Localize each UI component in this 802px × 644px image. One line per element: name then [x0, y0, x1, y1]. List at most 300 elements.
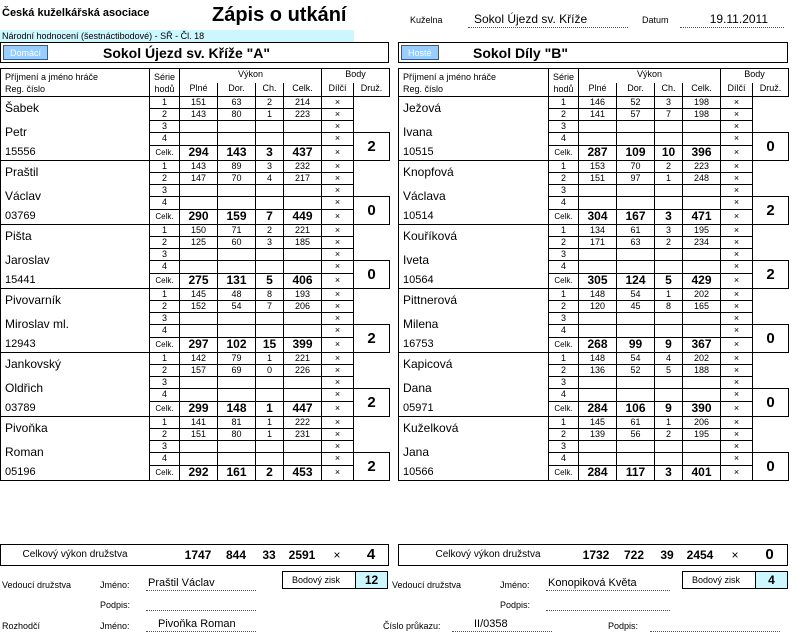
player-team-points: 2 — [354, 133, 390, 161]
series-misses: 1 — [256, 353, 284, 365]
series-full — [180, 133, 218, 146]
series-full: 152 — [180, 301, 218, 313]
player-reg-number: 10564 — [399, 273, 549, 288]
series-misses: 0 — [256, 365, 284, 377]
series-full: 145 — [579, 417, 617, 429]
partial-points-mark: × — [322, 133, 354, 146]
series-number: 2 — [549, 173, 579, 185]
player-surname: Kouříková — [399, 225, 549, 249]
series-total: 226 — [284, 365, 322, 377]
series-misses: 1 — [655, 417, 683, 429]
partial-points-mark: × — [721, 337, 753, 352]
name-header: Příjmení a jméno hráče — [5, 71, 99, 82]
player-firstname: Václav — [1, 185, 150, 210]
series-misses — [256, 197, 284, 210]
series-number: 3 — [549, 185, 579, 197]
card-label: Číslo průkazu: — [383, 621, 441, 631]
series-full: 148 — [579, 353, 617, 365]
series-full — [579, 185, 617, 197]
partial-points-mark: × — [322, 377, 354, 389]
series-full — [180, 261, 218, 274]
referee-label: Rozhodčí — [2, 621, 41, 631]
series-clear — [617, 261, 655, 274]
total-row-label: Celk. — [150, 145, 180, 160]
series-header-bottom: hodů — [553, 83, 574, 94]
player-surname: Kapicová — [399, 353, 549, 377]
performance-header: Výkon — [180, 69, 322, 83]
partial-points-mark: × — [721, 453, 753, 466]
total-row-label: Celk. — [549, 337, 579, 352]
series-number: 3 — [150, 313, 180, 325]
player-reg-number: 03789 — [1, 401, 150, 416]
total-full: 275 — [180, 273, 218, 288]
total-full: 294 — [180, 145, 218, 160]
total-score: 447 — [284, 401, 322, 416]
series-misses: 4 — [655, 353, 683, 365]
series-number: 3 — [150, 249, 180, 261]
series-row — [399, 161, 789, 173]
points-gain-value: 4 — [755, 572, 787, 588]
away-team-box — [398, 42, 788, 63]
away-signature-field[interactable] — [546, 596, 670, 611]
series-full: 136 — [579, 365, 617, 377]
away-label: Hosté — [401, 45, 439, 60]
player-team-points: 0 — [753, 389, 789, 417]
team-total-misses: 39 — [660, 548, 674, 562]
series-row — [399, 225, 789, 237]
partial-points-mark: × — [322, 337, 354, 352]
series-clear — [218, 261, 256, 274]
player-firstname: Miroslav ml. — [1, 313, 150, 338]
player-total-row — [1, 465, 390, 480]
series-full: 125 — [180, 237, 218, 249]
series-clear — [218, 133, 256, 146]
series-misses — [256, 377, 284, 389]
series-number: 1 — [150, 97, 180, 109]
series-clear: 45 — [617, 301, 655, 313]
series-misses: 1 — [655, 289, 683, 301]
partial-points-mark: × — [721, 121, 753, 133]
total-misses: 15 — [256, 337, 284, 352]
series-misses — [655, 441, 683, 453]
series-clear: 63 — [218, 97, 256, 109]
away-team-total-row — [398, 544, 788, 566]
player-team-points: 0 — [753, 133, 789, 161]
total-misses: 7 — [256, 209, 284, 224]
partial-points-mark: × — [322, 325, 354, 338]
total-header: Celk. — [683, 83, 721, 97]
team-total-label: Celkový výkon družstva — [435, 549, 541, 560]
series-total — [683, 197, 721, 210]
series-full: 141 — [180, 417, 218, 429]
total-misses: 9 — [655, 337, 683, 352]
partial-points-mark: × — [322, 313, 354, 325]
series-number: 2 — [549, 301, 579, 313]
series-number: 3 — [549, 313, 579, 325]
series-clear — [617, 377, 655, 389]
partial-points-mark: × — [721, 353, 753, 365]
total-misses: 2 — [256, 465, 284, 480]
points-header: Body — [322, 69, 390, 83]
player-reg-number: 10515 — [399, 145, 549, 160]
player-surname: Praštil — [1, 161, 150, 185]
series-number: 2 — [549, 109, 579, 121]
total-clear: 117 — [617, 465, 655, 480]
cross-mark: × — [333, 548, 341, 562]
total-misses: 10 — [655, 145, 683, 160]
series-full — [579, 197, 617, 210]
player-total-row — [1, 145, 390, 160]
partial-points-mark: × — [322, 97, 354, 109]
player-surname: Šabek — [1, 97, 150, 121]
home-name-label: Jméno: — [100, 580, 130, 590]
series-number: 2 — [150, 237, 180, 249]
series-number: 3 — [150, 377, 180, 389]
team-total-points: 4 — [366, 546, 376, 563]
points-spacer — [753, 97, 789, 133]
series-total — [284, 389, 322, 402]
series-full — [180, 313, 218, 325]
series-full — [579, 121, 617, 133]
series-header-bottom: hodů — [154, 83, 175, 94]
total-clear: 159 — [218, 209, 256, 224]
series-misses — [256, 121, 284, 133]
series-clear: 70 — [617, 161, 655, 173]
partial-points-mark: × — [322, 249, 354, 261]
series-misses — [256, 133, 284, 146]
points-gain-label: Bodový zisk — [691, 575, 741, 585]
partial-points-mark: × — [322, 453, 354, 466]
series-total: 195 — [683, 225, 721, 237]
series-total — [284, 313, 322, 325]
series-number: 1 — [549, 417, 579, 429]
series-total: 185 — [284, 237, 322, 249]
series-row — [1, 225, 390, 237]
total-misses: 1 — [256, 401, 284, 416]
series-total — [683, 377, 721, 389]
series-full: 151 — [180, 429, 218, 441]
series-full — [180, 121, 218, 133]
total-score: 453 — [284, 465, 322, 480]
series-header-top: Série — [153, 71, 175, 82]
series-row — [1, 185, 390, 197]
team-total-score: 2591 — [288, 548, 316, 562]
total-header: Celk. — [284, 83, 322, 97]
points-spacer — [354, 97, 390, 133]
series-total — [284, 185, 322, 197]
series-full: 143 — [180, 109, 218, 121]
home-team-total-row — [0, 544, 389, 566]
series-full: 146 — [579, 97, 617, 109]
series-clear — [218, 325, 256, 338]
series-total: 202 — [683, 289, 721, 301]
series-misses: 3 — [655, 97, 683, 109]
series-number: 4 — [150, 325, 180, 338]
player-team-points: 2 — [753, 261, 789, 289]
series-total: 165 — [683, 301, 721, 313]
home-label: Domácí — [3, 45, 48, 60]
series-clear — [218, 441, 256, 453]
series-misses — [655, 389, 683, 402]
series-total: 231 — [284, 429, 322, 441]
series-full — [180, 197, 218, 210]
series-clear: 54 — [617, 353, 655, 365]
series-row — [399, 377, 789, 389]
series-number: 4 — [549, 197, 579, 210]
total-misses: 3 — [655, 465, 683, 480]
player-firstname: Petr — [1, 121, 150, 146]
series-clear — [218, 185, 256, 197]
series-clear: 80 — [218, 109, 256, 121]
full-header: Plné — [180, 83, 218, 97]
partial-header: Dílčí — [322, 83, 354, 97]
series-total — [683, 441, 721, 453]
partial-points-mark: × — [322, 261, 354, 274]
partial-points-mark: × — [721, 185, 753, 197]
team-total-score: 2454 — [686, 548, 714, 562]
partial-points-mark: × — [322, 209, 354, 224]
series-number: 2 — [150, 109, 180, 121]
series-misses: 3 — [256, 161, 284, 173]
player-surname: Pišta — [1, 225, 150, 249]
series-row — [399, 289, 789, 301]
partial-points-mark: × — [721, 389, 753, 402]
series-total: 221 — [284, 353, 322, 365]
series-clear — [617, 133, 655, 146]
series-clear: 56 — [617, 429, 655, 441]
partial-points-mark: × — [721, 417, 753, 429]
series-row — [1, 97, 390, 109]
series-full: 171 — [579, 237, 617, 249]
misses-header: Ch. — [655, 83, 683, 97]
player-team-points: 2 — [354, 389, 390, 417]
points-spacer — [354, 225, 390, 261]
series-full: 150 — [180, 225, 218, 237]
total-full: 284 — [579, 401, 617, 416]
series-number: 2 — [150, 173, 180, 185]
series-clear: 57 — [617, 109, 655, 121]
home-points-gain — [282, 571, 388, 589]
series-total: 198 — [683, 97, 721, 109]
series-number: 3 — [549, 121, 579, 133]
series-total: 193 — [284, 289, 322, 301]
series-clear: 69 — [218, 365, 256, 377]
series-row — [399, 97, 789, 109]
partial-points-mark: × — [322, 121, 354, 133]
series-full — [579, 261, 617, 274]
series-clear — [218, 377, 256, 389]
total-row-label: Celk. — [150, 337, 180, 352]
series-total: 222 — [284, 417, 322, 429]
series-misses — [655, 453, 683, 466]
player-team-points: 2 — [354, 453, 390, 481]
partial-points-mark: × — [721, 465, 753, 480]
player-reg-number: 10566 — [399, 465, 549, 480]
series-row — [399, 353, 789, 365]
series-clear: 63 — [617, 237, 655, 249]
player-firstname: Iveta — [399, 249, 549, 274]
player-firstname: Jaroslav — [1, 249, 150, 274]
series-misses: 8 — [256, 289, 284, 301]
series-misses — [655, 377, 683, 389]
total-row-label: Celk. — [150, 465, 180, 480]
total-full: 292 — [180, 465, 218, 480]
series-total — [284, 377, 322, 389]
series-clear: 48 — [218, 289, 256, 301]
series-header — [150, 69, 180, 97]
series-clear — [617, 249, 655, 261]
series-total — [284, 121, 322, 133]
series-misses: 2 — [655, 161, 683, 173]
team-points-header: Druž. — [354, 83, 390, 97]
referee-signature-field[interactable] — [650, 617, 780, 632]
player-header — [1, 69, 150, 97]
player-team-points: 2 — [354, 325, 390, 353]
partial-points-mark: × — [721, 249, 753, 261]
series-header — [549, 69, 579, 97]
partial-header: Dílčí — [721, 83, 753, 97]
partial-points-mark: × — [721, 209, 753, 224]
partial-points-mark: × — [322, 145, 354, 160]
series-clear: 52 — [617, 97, 655, 109]
team-total-clear: 722 — [623, 548, 645, 562]
series-number: 1 — [549, 289, 579, 301]
total-clear: 167 — [617, 209, 655, 224]
series-misses — [256, 185, 284, 197]
player-team-points: 0 — [753, 325, 789, 353]
player-header — [399, 69, 549, 97]
total-score: 367 — [683, 337, 721, 352]
series-row — [1, 353, 390, 365]
player-firstname: Oldřich — [1, 377, 150, 402]
date-value: 19.11.2011 — [680, 10, 784, 28]
series-clear — [617, 325, 655, 338]
team-total-full: 1747 — [184, 548, 212, 562]
home-sign-label: Podpis: — [100, 600, 131, 610]
series-full — [579, 249, 617, 261]
series-row — [399, 249, 789, 261]
series-clear — [617, 185, 655, 197]
player-surname: Pivoňka — [1, 417, 150, 441]
series-clear: 70 — [218, 173, 256, 185]
partial-points-mark: × — [322, 237, 354, 249]
partial-points-mark: × — [322, 441, 354, 453]
series-clear: 71 — [218, 225, 256, 237]
player-total-row — [399, 465, 789, 480]
home-team-box — [0, 42, 389, 63]
player-surname: Knopfová — [399, 161, 549, 185]
player-reg-number: 05971 — [399, 401, 549, 416]
partial-points-mark: × — [721, 225, 753, 237]
series-total — [683, 185, 721, 197]
total-score: 406 — [284, 273, 322, 288]
points-spacer — [753, 289, 789, 325]
total-score: 399 — [284, 337, 322, 352]
series-row — [1, 249, 390, 261]
total-full: 290 — [180, 209, 218, 224]
series-number: 3 — [150, 185, 180, 197]
team-points-header: Druž. — [753, 83, 789, 97]
partial-points-mark: × — [721, 377, 753, 389]
series-total — [284, 325, 322, 338]
series-clear — [218, 197, 256, 210]
partial-points-mark: × — [721, 261, 753, 274]
series-number: 2 — [150, 365, 180, 377]
series-full: 151 — [180, 97, 218, 109]
team-total-label: Celkový výkon družstva — [22, 549, 128, 560]
reg-header: Reg. číslo — [403, 83, 444, 94]
total-clear: 131 — [218, 273, 256, 288]
series-number: 4 — [549, 133, 579, 146]
series-total — [284, 453, 322, 466]
partial-points-mark: × — [322, 273, 354, 288]
series-clear — [617, 121, 655, 133]
series-number: 4 — [549, 389, 579, 402]
points-spacer — [354, 417, 390, 453]
series-row — [1, 121, 390, 133]
partial-points-mark: × — [721, 301, 753, 313]
series-misses: 1 — [655, 173, 683, 185]
total-score: 437 — [284, 145, 322, 160]
player-total-row — [1, 209, 390, 224]
player-total-row — [399, 401, 789, 416]
series-full — [579, 441, 617, 453]
partial-points-mark: × — [322, 389, 354, 402]
referee-card-number: II/0358 — [452, 617, 552, 632]
series-misses — [655, 313, 683, 325]
partial-points-mark: × — [322, 429, 354, 441]
series-row — [1, 161, 390, 173]
series-total: 217 — [284, 173, 322, 185]
series-total — [683, 249, 721, 261]
total-score: 429 — [683, 273, 721, 288]
series-row — [399, 313, 789, 325]
total-full: 299 — [180, 401, 218, 416]
series-full: 147 — [180, 173, 218, 185]
player-surname: Pittnerová — [399, 289, 549, 313]
partial-points-mark: × — [721, 97, 753, 109]
page-title: Zápis o utkání — [212, 4, 347, 26]
points-header: Body — [721, 69, 789, 83]
points-spacer — [753, 225, 789, 261]
team-total-clear: 844 — [225, 548, 247, 562]
team-total-points: 0 — [765, 546, 774, 563]
total-row-label: Celk. — [549, 145, 579, 160]
series-number: 4 — [549, 325, 579, 338]
points-gain-value: 12 — [355, 572, 387, 588]
player-reg-number: 03769 — [1, 209, 150, 224]
series-full: 141 — [579, 109, 617, 121]
player-reg-number: 15556 — [1, 145, 150, 160]
series-full — [180, 325, 218, 338]
series-clear: 52 — [617, 365, 655, 377]
team-total-misses: 33 — [262, 548, 276, 562]
series-total — [683, 453, 721, 466]
total-row-label: Celk. — [150, 209, 180, 224]
series-misses: 2 — [256, 97, 284, 109]
home-signature-field[interactable] — [146, 596, 256, 611]
series-clear — [617, 197, 655, 210]
series-misses — [256, 313, 284, 325]
series-row — [1, 313, 390, 325]
series-clear: 80 — [218, 429, 256, 441]
series-full: 134 — [579, 225, 617, 237]
series-number: 4 — [150, 453, 180, 466]
partial-points-mark: × — [721, 441, 753, 453]
series-number: 3 — [549, 441, 579, 453]
partial-points-mark: × — [322, 417, 354, 429]
player-firstname: Ivana — [399, 121, 549, 146]
